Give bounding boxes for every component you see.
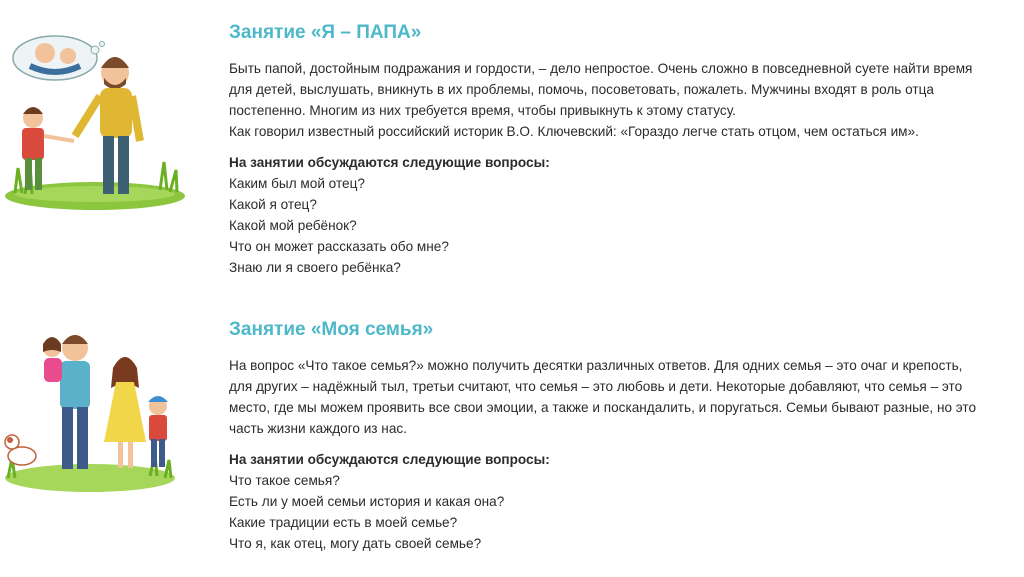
paragraph: На вопрос «Что такое семья?» можно получить десятки различных ответов. Для одних семья – это очаг и крепость, для других – надёжный тыл, третьи считают, что семья – это любовь и дети. Некоторые добавляют, что семья – это место, где мы можем проявить все свои эмоции, а также и поскандалить, и поругаться. Семьи бывают разные, но это часть жизни каждого из нас. [229, 358, 977, 436]
questions-list [229, 470, 989, 554]
questions-heading: На занятии обсуждаются следующие вопросы: [229, 452, 550, 467]
question-item: Есть ли у моей семьи история и какая она? [229, 494, 505, 509]
section-title: Занятие «Моя семья» [229, 319, 434, 340]
section-family-content [229, 318, 989, 554]
section-description [229, 355, 989, 439]
question-item: Что такое семья? [229, 473, 340, 488]
questions-heading: На занятии обсуждаются следующие вопросы: [229, 155, 550, 170]
question-item: Какие традиции есть в моей семье? [229, 515, 458, 530]
section-title: Занятие «Я – ПАПА» [229, 22, 422, 43]
section-description [229, 58, 989, 142]
family-icon [0, 318, 200, 518]
father-son-icon [0, 18, 200, 218]
question-item: Что я, как отец, могу дать своей семье? [229, 536, 482, 551]
paragraph: Как говорил известный российский историк В.О. Ключевский: «Гораздо легче стать отцом, чем остаться им». [229, 124, 919, 139]
section-papa-content [229, 21, 989, 278]
questions-list [229, 173, 989, 278]
father-son-illustration [0, 18, 200, 218]
question-item: Знаю ли я своего ребёнка? [229, 260, 401, 275]
question-item: Какой мой ребёнок? [229, 218, 357, 233]
family-illustration [0, 318, 200, 518]
question-item: Что он может рассказать обо мне? [229, 239, 449, 254]
question-item: Каким был мой отец? [229, 176, 365, 191]
paragraph: Быть папой, достойным подражания и гордости, – дело непростое. Очень сложно в повседневной суете найти время для детей, выслушать, вникнуть в их проблемы, помочь, посоветовать, пожалеть. Мужчины входят в роль отца постепенно. Многим из них требуется время, чтобы привыкнуть к этому статусу. [229, 61, 973, 118]
question-item: Какой я отец? [229, 197, 317, 212]
section-family [0, 300, 1024, 577]
